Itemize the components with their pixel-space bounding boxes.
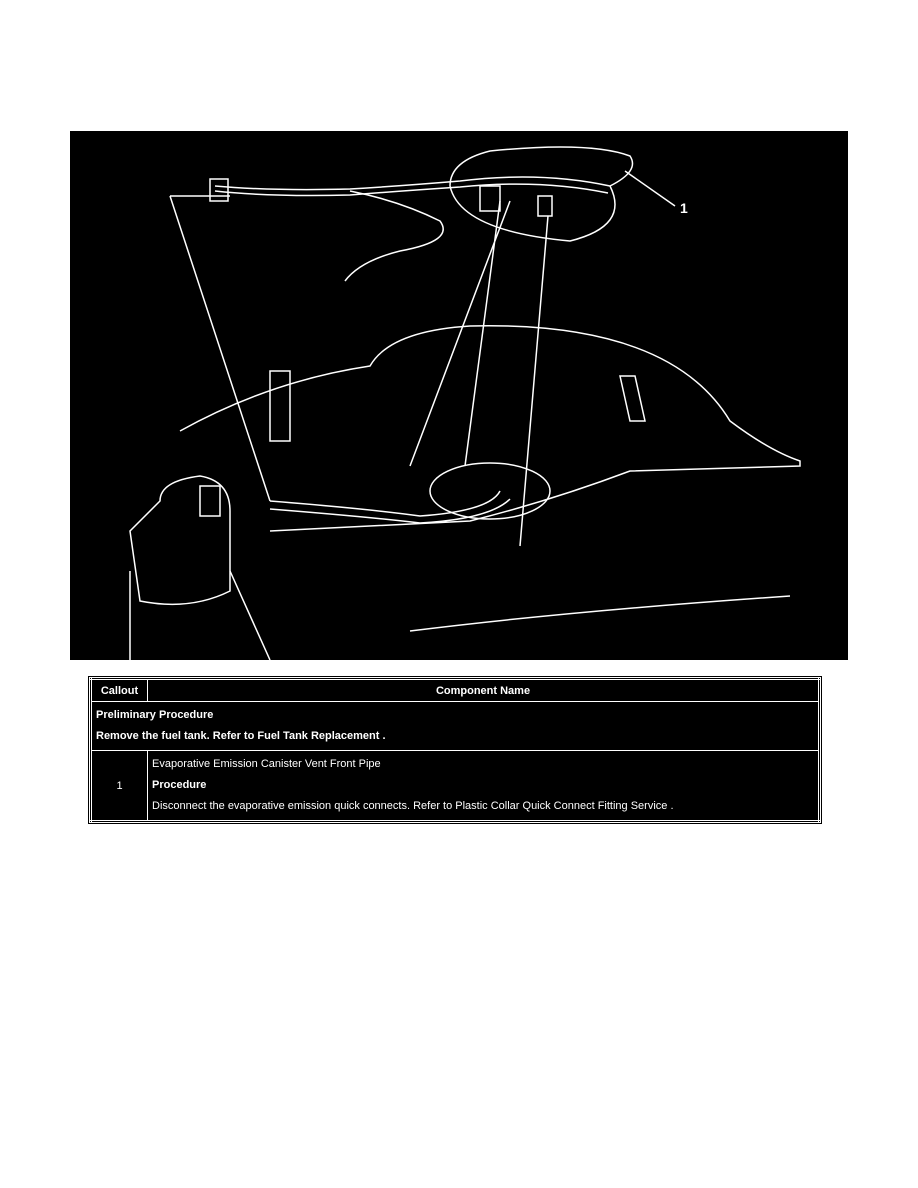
preliminary-text [96,729,814,744]
table-header-row [91,679,820,702]
fuel-tank-replacement-link[interactable]: Fuel Tank Replacement [257,730,380,742]
table-row [91,751,820,822]
callout-label: 1 [680,200,688,216]
fuel-tank-drawing [130,326,800,660]
procedure-text-prefix: Disconnect the evaporative emission quick connects. Refer to [152,800,456,812]
callout-table [89,677,821,823]
preliminary-title: Preliminary Procedure [96,709,214,721]
component-header: Component Name [148,679,820,702]
procedure-text [152,799,814,814]
evap-pipe-illustration [70,131,848,660]
preliminary-row [91,702,820,751]
component-name: Evaporative Emission Canister Vent Front Pipe [152,758,381,770]
callout-number: 1 [91,751,148,822]
callout-header: Callout [91,679,148,702]
procedure-text-suffix: . [667,800,674,812]
preliminary-text-suffix: . [379,730,386,742]
quick-connect-service-link[interactable]: Plastic Collar Quick Connect Fitting Service [455,800,668,812]
procedure-title: Procedure [152,779,207,791]
vent-pipe-drawing [210,147,675,281]
preliminary-text-prefix: Remove the fuel tank. Refer to [96,730,258,742]
